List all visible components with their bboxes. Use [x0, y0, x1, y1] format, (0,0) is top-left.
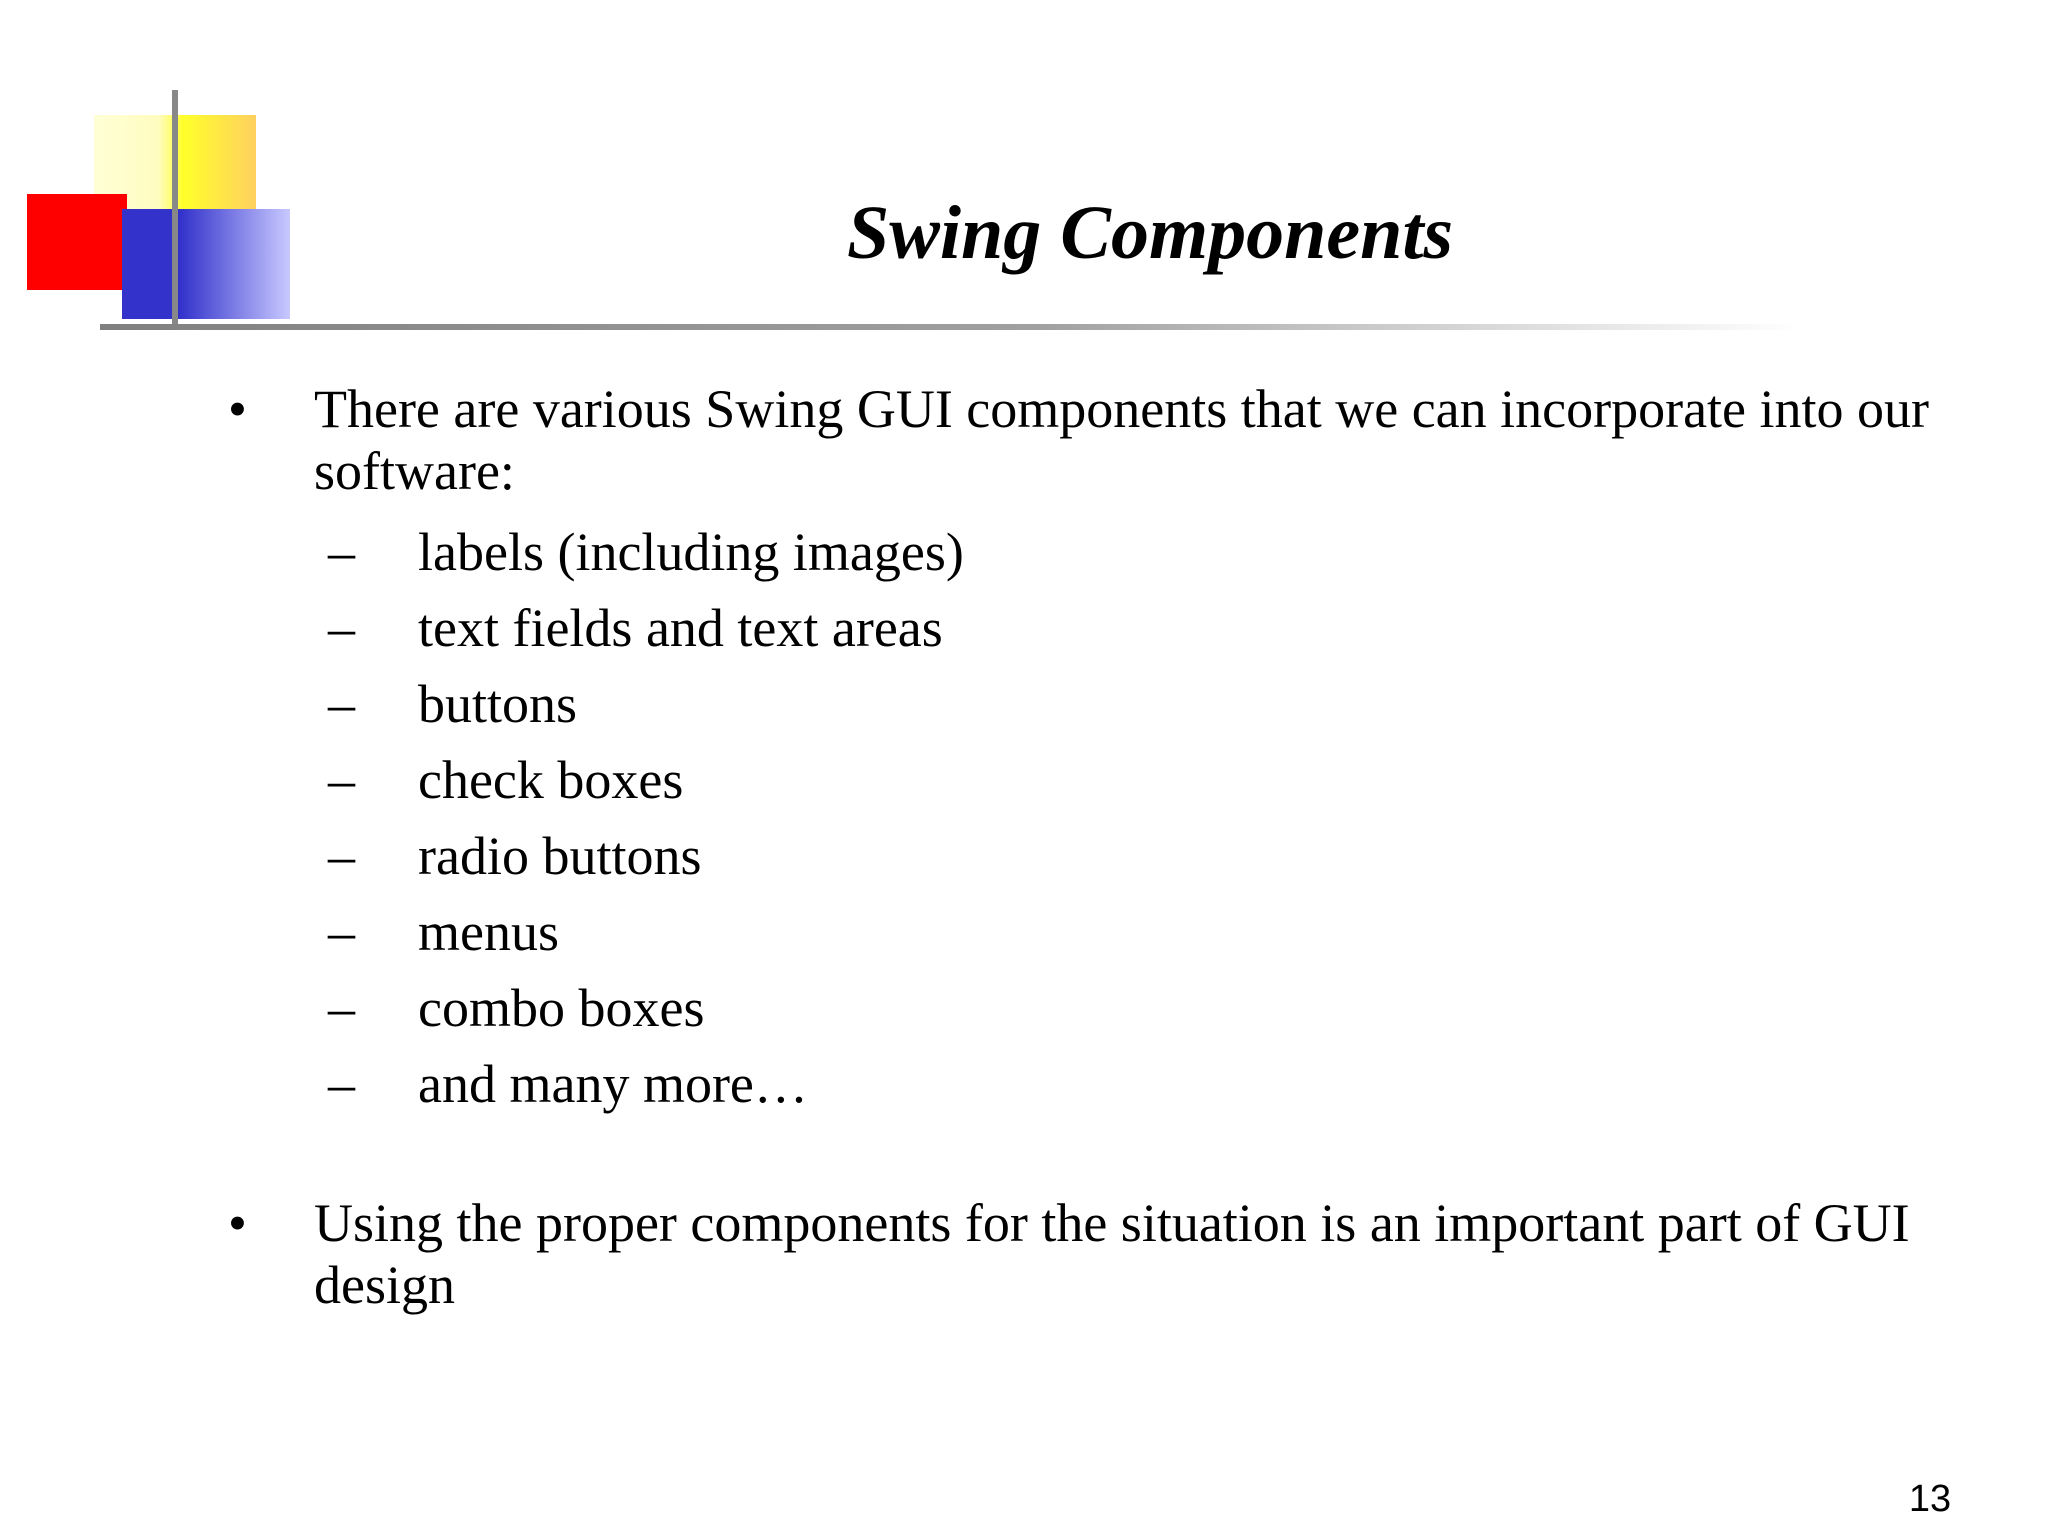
sub-bullet-list [328, 514, 2020, 1122]
sub-bullet-item [328, 818, 2020, 894]
sub-bullet-item [328, 666, 2020, 742]
bullet-item-2 [220, 1192, 2020, 1316]
sub-bullet-item [328, 970, 2020, 1046]
bullet-text: There are various Swing GUI components that we can incorporate into our software: [314, 379, 1929, 501]
sub-bullet-text: combo boxes [418, 978, 705, 1038]
dash-marker: – [328, 598, 355, 658]
bullet-marker: • [228, 379, 247, 439]
slide-title: Swing Components [846, 191, 1454, 275]
dash-marker: – [328, 1054, 355, 1114]
bullet-item-1 [220, 378, 2020, 1122]
sub-bullet-item [328, 1046, 2020, 1122]
dash-marker: – [328, 902, 355, 962]
sub-bullet-text: buttons [418, 674, 578, 734]
sub-bullet-item [328, 590, 2020, 666]
sub-bullet-text: menus [418, 902, 559, 962]
dash-marker: – [328, 750, 355, 810]
sub-bullet-item [328, 514, 2020, 590]
sub-bullet-text: labels (including images) [418, 522, 964, 582]
bullet-marker: • [228, 1193, 247, 1253]
dash-marker: – [328, 826, 355, 886]
sub-bullet-item [328, 894, 2020, 970]
sub-bullet-item [328, 742, 2020, 818]
dash-marker: – [328, 674, 355, 734]
sub-bullet-text: and many more… [418, 1054, 808, 1114]
sub-bullet-text: radio buttons [418, 826, 702, 886]
dash-marker: – [328, 978, 355, 1038]
page-number: 13 [1908, 1478, 1952, 1520]
sub-bullet-text: check boxes [418, 750, 684, 810]
sub-bullet-text: text fields and text areas [418, 598, 943, 658]
bullet-text: Using the proper components for the situation is an important part of GUI design [314, 1193, 1910, 1315]
dash-marker: – [328, 522, 355, 582]
